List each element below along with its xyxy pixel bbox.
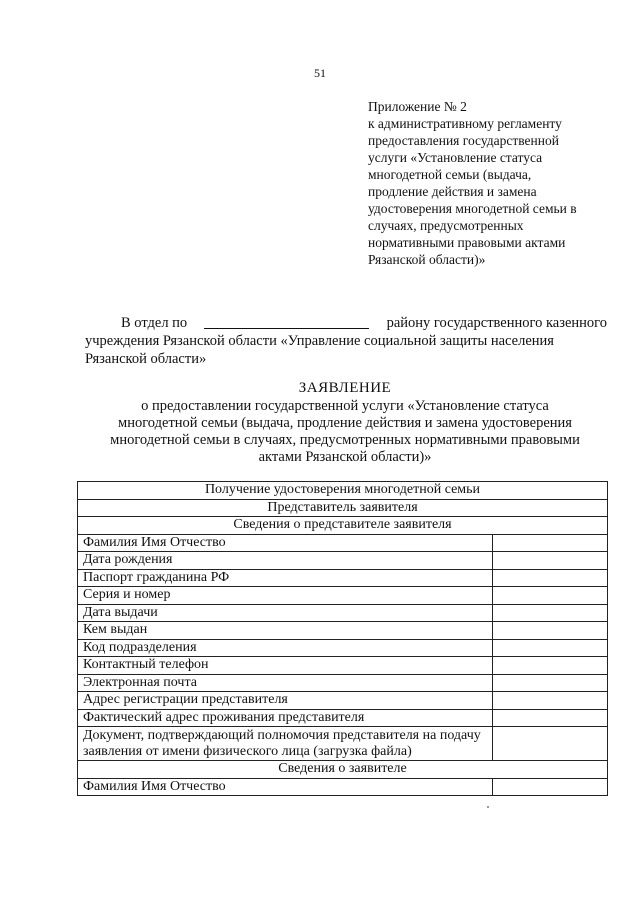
table-row — [78, 604, 608, 622]
appendix-line: нормативными правовыми актами — [368, 235, 566, 250]
addressee-prefix: В отдел по — [121, 315, 188, 331]
table-row — [78, 534, 608, 552]
addressee-suffix: району государственного казенного — [386, 315, 607, 331]
row-label: Дата выдачи — [78, 604, 493, 622]
appendix-line: Приложение № 2 — [368, 99, 467, 114]
row-label: Фамилия Имя Отчество — [78, 778, 493, 796]
table-row — [78, 657, 608, 675]
addressee-line-3: Рязанской области» — [85, 351, 207, 367]
row-value-cell[interactable] — [492, 709, 607, 727]
page-number: 51 — [314, 66, 326, 80]
row-label: Адрес регистрации представителя — [78, 692, 493, 710]
table-row — [78, 674, 608, 692]
table-header-row — [78, 482, 608, 500]
row-value-cell[interactable] — [492, 622, 607, 640]
table-header-representative: Представитель заявителя — [78, 499, 608, 517]
row-value-cell[interactable] — [492, 674, 607, 692]
appendix-line: предоставления государственной — [368, 133, 559, 148]
table-header-row — [78, 517, 608, 535]
appendix-line: Рязанской области)» — [368, 252, 486, 267]
scan-artifact — [487, 806, 489, 808]
subtitle-line: многодетной семьи в случаях, предусмотренных нормативными правовыми — [110, 432, 580, 448]
table-row — [78, 692, 608, 710]
table-header-row — [78, 499, 608, 517]
row-value-cell[interactable] — [492, 692, 607, 710]
row-value-cell[interactable] — [492, 587, 607, 605]
document-title: ЗАЯВЛЕНИЕ — [298, 380, 392, 396]
row-label: Дата рождения — [78, 552, 493, 570]
table-row — [78, 552, 608, 570]
row-label: Фактический адрес проживания представителя — [78, 709, 493, 727]
row-value-cell[interactable] — [492, 778, 607, 796]
addressee-block — [85, 314, 607, 368]
table-row — [78, 639, 608, 657]
appendix-line: к административному регламенту — [368, 116, 562, 131]
row-label: Кем выдан — [78, 622, 493, 640]
row-value-cell[interactable] — [492, 639, 607, 657]
table-header-row — [78, 761, 608, 779]
district-blank-field[interactable] — [204, 314, 369, 329]
appendix-line: многодетной семьи (выдача, — [368, 167, 532, 182]
appendix-block — [368, 98, 618, 268]
row-value-cell[interactable] — [492, 604, 607, 622]
table-row — [78, 569, 608, 587]
row-label: Документ, подтверждающий полномочия представителя на подачу заявления от имени физического лица (загрузка файла) — [78, 727, 493, 761]
subtitle-line: о предоставлении государственной услуги «Установление статуса — [141, 398, 549, 414]
document-subtitle — [60, 398, 630, 466]
row-label: Серия и номер — [78, 587, 493, 605]
row-label: Фамилия Имя Отчество — [78, 534, 493, 552]
table-header-main: Получение удостоверения многодетной семьи — [78, 482, 608, 500]
table-header-representative-info: Сведения о представителе заявителя — [78, 517, 608, 535]
subtitle-line: многодетной семьи (выдача, продление действия и замена удостоверения — [118, 415, 572, 431]
table-row — [78, 587, 608, 605]
table-row — [78, 778, 608, 796]
appendix-line: продление действия и замена — [368, 184, 537, 199]
row-value-cell[interactable] — [492, 569, 607, 587]
row-label: Паспорт гражданина РФ — [78, 569, 493, 587]
table-header-applicant-info: Сведения о заявителе — [78, 761, 608, 779]
row-value-cell[interactable] — [492, 534, 607, 552]
file-upload-cell[interactable] — [492, 727, 607, 761]
appendix-line: удостоверения многодетной семьи в — [368, 201, 577, 216]
subtitle-line: актами Рязанской области)» — [258, 449, 432, 465]
application-form-table — [77, 481, 608, 796]
row-label: Контактный телефон — [78, 657, 493, 675]
row-value-cell[interactable] — [492, 657, 607, 675]
appendix-line: случаях, предусмотренных — [368, 218, 524, 233]
addressee-line-1 — [85, 314, 607, 332]
addressee-line-2: учреждения Рязанской области «Управление социальной защиты населения — [85, 333, 554, 349]
table-row — [78, 622, 608, 640]
table-row — [78, 727, 608, 761]
row-label: Электронная почта — [78, 674, 493, 692]
row-label: Код подразделения — [78, 639, 493, 657]
table-row — [78, 709, 608, 727]
appendix-line: услуги «Установление статуса — [368, 150, 543, 165]
row-value-cell[interactable] — [492, 552, 607, 570]
